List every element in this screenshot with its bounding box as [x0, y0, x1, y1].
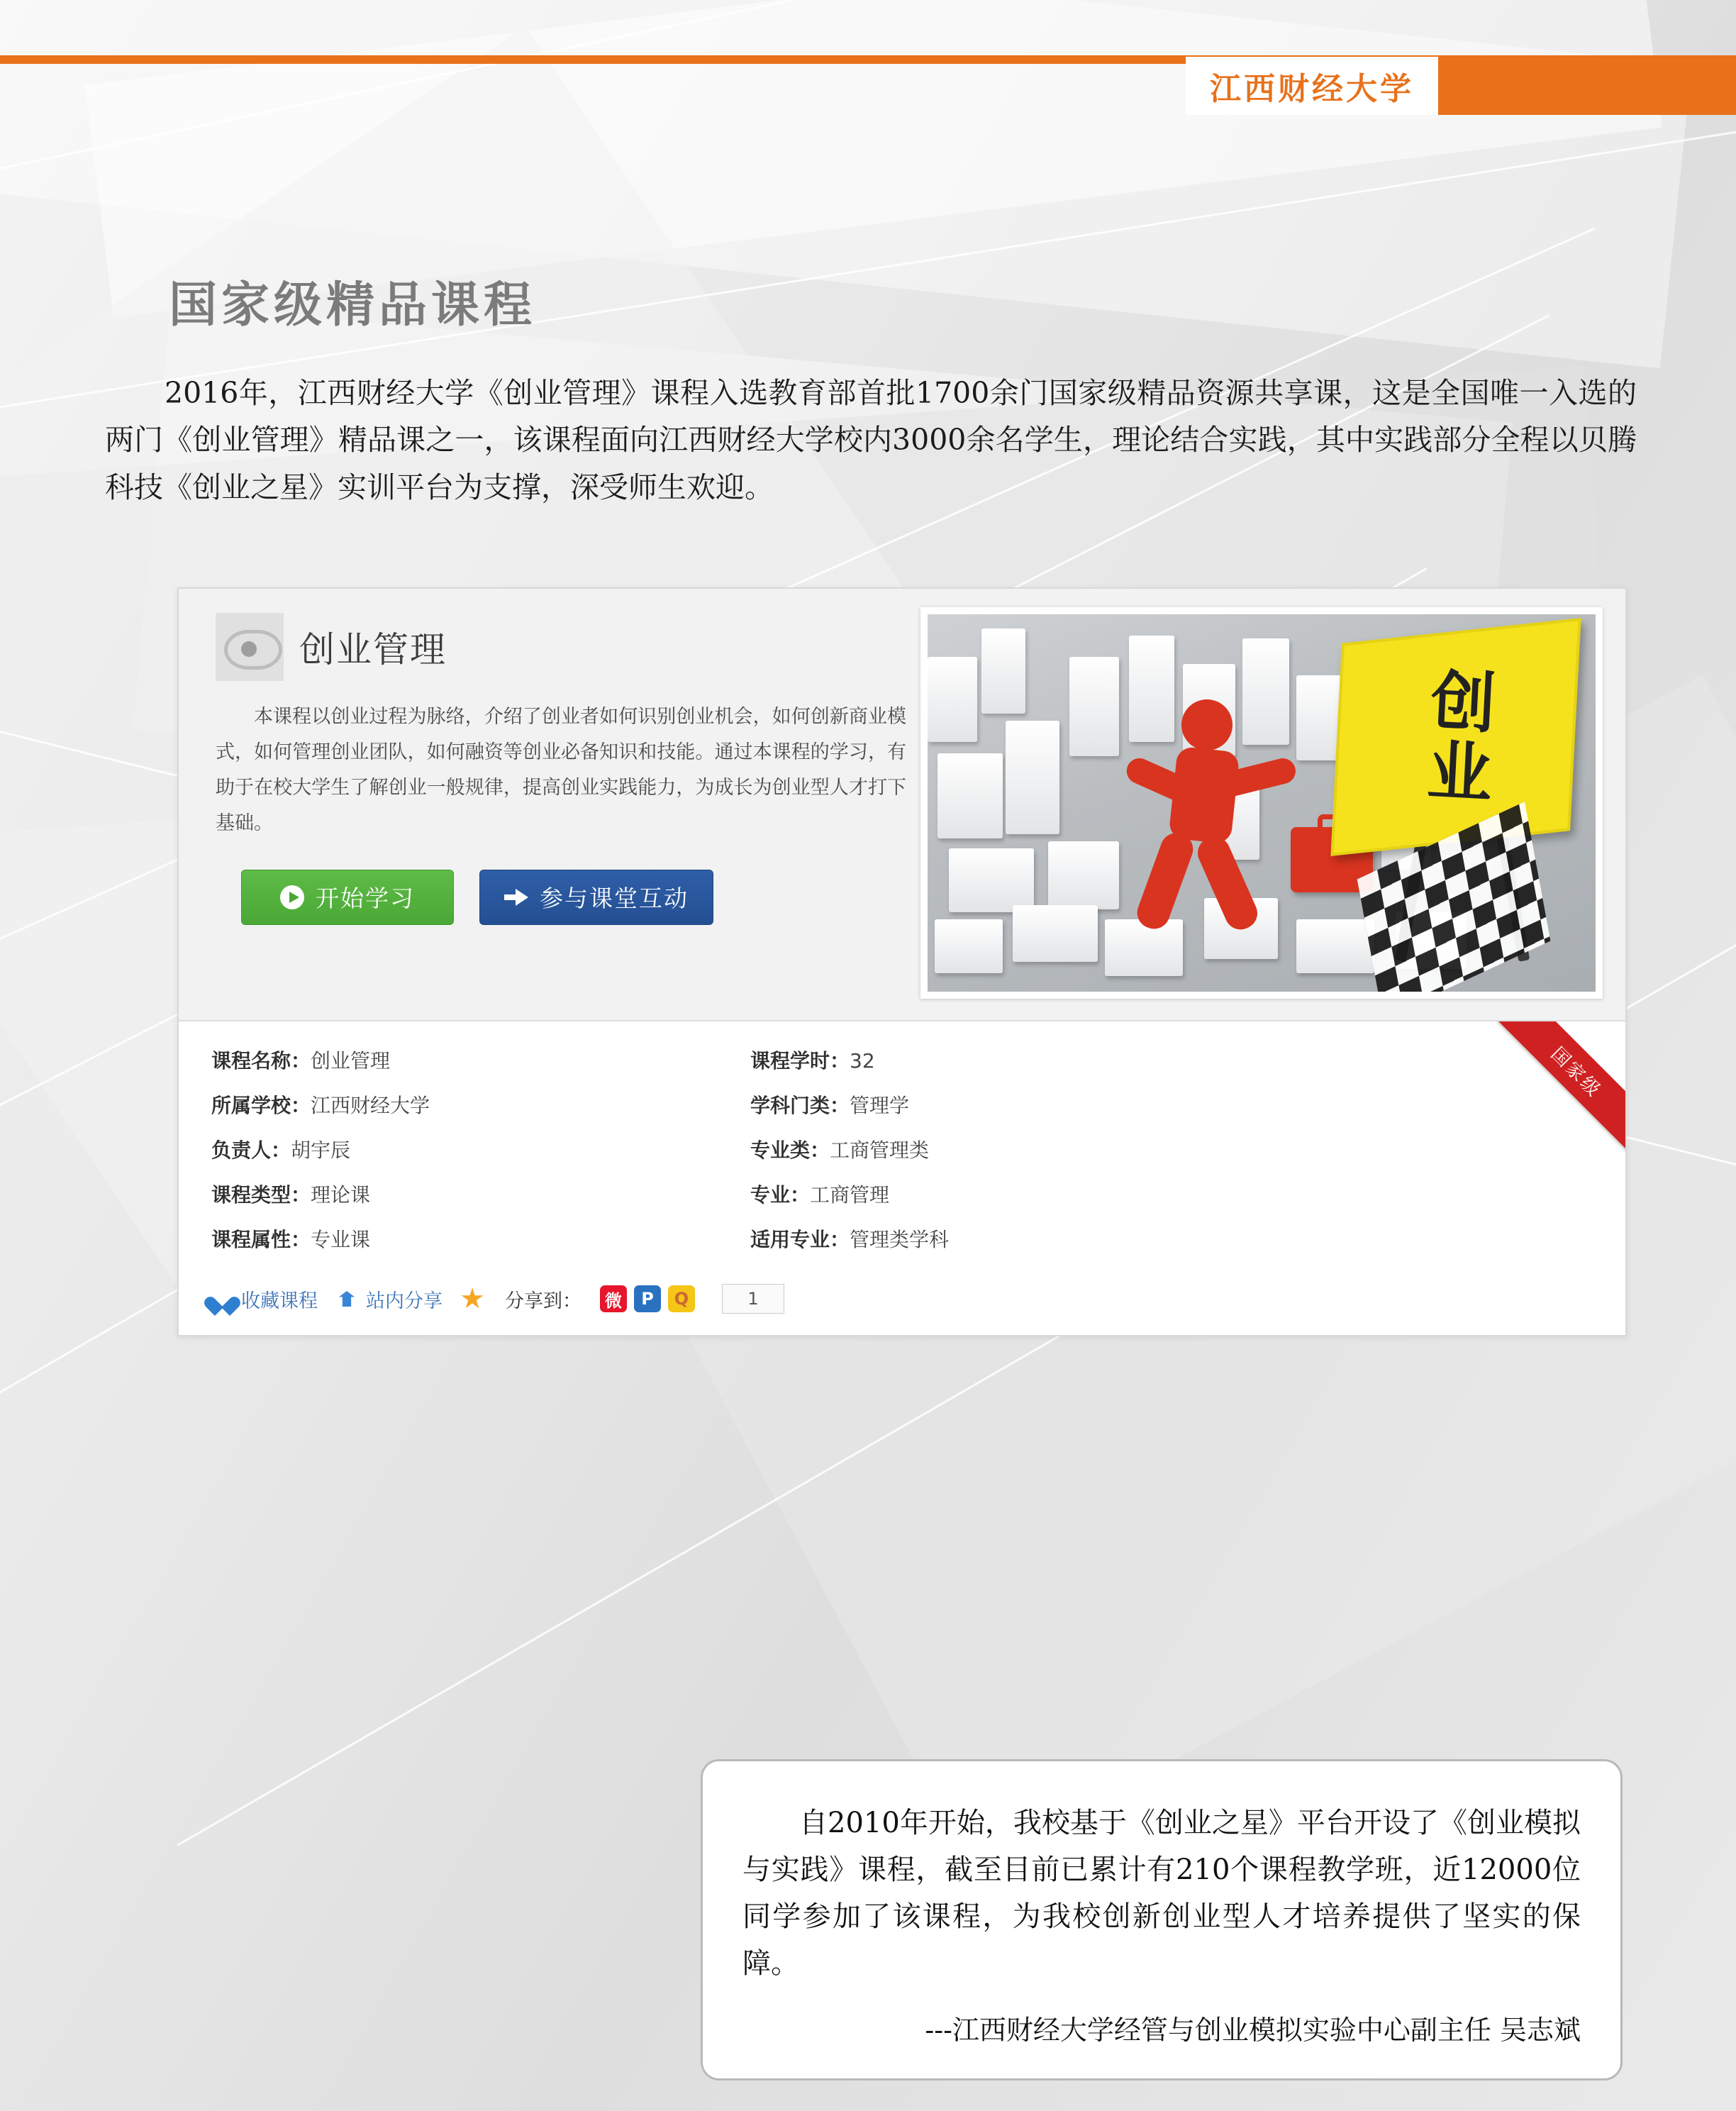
- course-info-grid: [211, 1046, 1597, 1253]
- info-label: 学科门类：: [750, 1094, 850, 1117]
- course-header: [216, 613, 906, 681]
- classroom-interaction-label: 参与课堂互动: [540, 885, 689, 913]
- info-row: [750, 1046, 1597, 1074]
- course-description: 本课程以创业过程为脉络，介绍了创业者如何识别创业机会，如何创新商业模式，如何管理创业团队，如何融资等创业必备知识和技能。通过本课程的学习，有助于在校大学生了解创业一般规律，提高创业实践能力，为成长为创业型人才打下基础。: [216, 706, 906, 834]
- info-row: [211, 1046, 750, 1074]
- info-value: 理论课: [311, 1183, 371, 1207]
- info-row: [750, 1180, 1597, 1208]
- intro-paragraph: 2016年，江西财经大学《创业管理》课程入选教育部首批1700余门国家级精品资源共享课，这是全国唯一入选的两门《创业管理》精品课之一，该课程面向江西财经大学校内3000余名学生，理论结合实践，其中实践部分全程以贝腾科技《创业之星》实训平台为支撑，深受师生欢迎。: [105, 376, 1637, 504]
- share-icon: [336, 1288, 357, 1309]
- info-value: 创业管理: [311, 1049, 391, 1073]
- favorite-course-label: 收藏课程: [241, 1290, 318, 1312]
- course-card-right: [920, 607, 1607, 999]
- national-level-ribbon: [1491, 1021, 1625, 1156]
- page-title: 国家级精品课程: [169, 277, 537, 333]
- social-share-icons: [600, 1285, 695, 1312]
- testimonial-box: [701, 1759, 1623, 2080]
- header-orange-tab: [1438, 57, 1736, 115]
- start-learning-button[interactable]: [241, 870, 454, 925]
- info-label: 课程学时：: [750, 1049, 850, 1073]
- info-label: 专业类：: [750, 1138, 830, 1162]
- info-row: [211, 1180, 750, 1208]
- info-row: [750, 1135, 1597, 1163]
- renren-share-icon[interactable]: P: [634, 1285, 661, 1312]
- play-icon: [280, 885, 304, 909]
- info-label: 课程属性：: [211, 1228, 311, 1251]
- info-label: 课程名称：: [211, 1049, 311, 1073]
- info-value: 江西财经大学: [311, 1094, 430, 1117]
- testimonial-text: 自2010年开始，我校基于《创业之星》平台开设了《创业模拟与实践》课程，截至目前已累计有210个课程教学班，近12000位同学参加了该课程，为我校创新创业型人才培养提供了坚实的保障。: [742, 1807, 1581, 1980]
- header-university-box: [1186, 57, 1438, 115]
- arrow-right-icon: [504, 887, 528, 908]
- classroom-interaction-button[interactable]: [479, 870, 713, 925]
- site-share-button[interactable]: [336, 1285, 443, 1313]
- info-label: 负责人：: [211, 1138, 291, 1162]
- weibo-share-icon[interactable]: 微: [600, 1285, 627, 1312]
- star-icon: [461, 1287, 484, 1310]
- info-row: [211, 1224, 750, 1253]
- course-info-section: [179, 1021, 1625, 1271]
- favorite-course-button[interactable]: [211, 1285, 318, 1313]
- info-row: [211, 1135, 750, 1163]
- start-learning-label: 开始学习: [316, 885, 415, 913]
- info-value: 32: [850, 1049, 875, 1073]
- course-action-buttons: [216, 870, 906, 925]
- course-card: [177, 587, 1627, 1336]
- info-label: 所属学校：: [211, 1094, 311, 1117]
- ribbon-label: 国家级: [1498, 1021, 1625, 1151]
- site-share-label: 站内分享: [366, 1290, 443, 1312]
- qzone-share-icon[interactable]: Q: [668, 1285, 695, 1312]
- header-university-title: 江西财经大学: [1210, 71, 1414, 107]
- info-value: 胡宇辰: [291, 1138, 351, 1162]
- info-label: 课程类型：: [211, 1183, 311, 1207]
- course-card-top: [179, 589, 1625, 1021]
- info-row: [750, 1090, 1597, 1119]
- share-count: 1: [722, 1284, 784, 1314]
- course-card-left: [197, 607, 920, 999]
- course-title: 创业管理: [299, 629, 447, 670]
- info-value: 工商管理: [810, 1183, 890, 1207]
- info-row: [750, 1224, 1597, 1253]
- heart-icon: [211, 1289, 233, 1309]
- info-row: [211, 1090, 750, 1119]
- info-value: 工商管理类: [830, 1138, 930, 1162]
- info-label: 适用专业：: [750, 1228, 850, 1251]
- runner-figure-icon: [1105, 699, 1318, 933]
- course-banner-image: [920, 607, 1603, 999]
- course-logo-icon: [216, 613, 284, 681]
- info-value: 专业课: [311, 1228, 371, 1251]
- share-bar: [179, 1271, 1625, 1335]
- info-label: 专业：: [750, 1183, 811, 1207]
- share-to-label: 分享到：: [505, 1290, 582, 1312]
- testimonial-attribution: ---江西财经大学经管与创业模拟实验中心副主任 吴志斌: [925, 2015, 1581, 2046]
- signboard-text: 创业: [1415, 665, 1498, 809]
- info-value: 管理学: [850, 1094, 910, 1117]
- banner-signboard: [1330, 618, 1581, 856]
- info-value: 管理类学科: [850, 1228, 950, 1251]
